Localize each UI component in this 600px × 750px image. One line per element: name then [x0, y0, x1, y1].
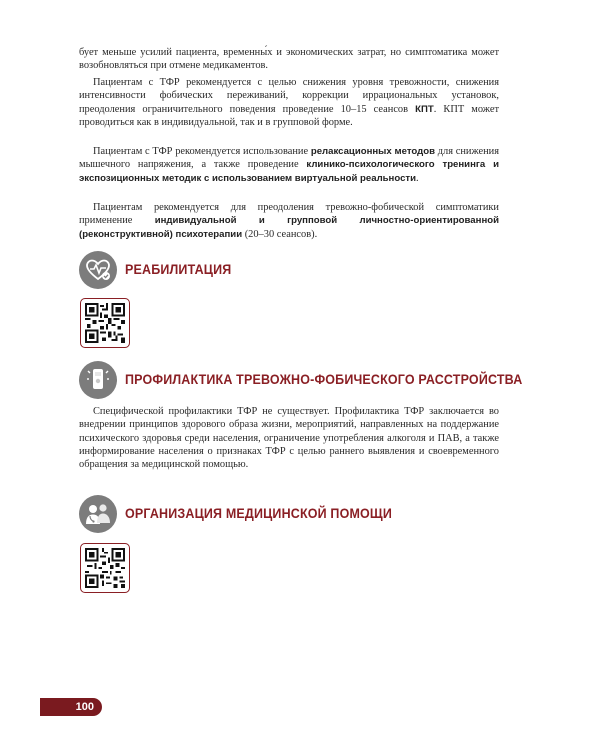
page-number: 100: [40, 698, 102, 716]
paragraph-psychotherapy: Пациентам рекомендуется для преодоления тревожно-фобической симптоматики применение индивидуальной и групповой личностно-ориентированной (реконструктивной) психотерапии (20–30 сеансов).: [79, 202, 499, 240]
section-title-prevention: ПРОФИЛАКТИКА ТРЕВОЖНО-ФОБИЧЕСКОГО РАССТРОЙСТВА: [125, 372, 523, 388]
qr-code-organization[interactable]: [80, 543, 130, 593]
paragraph-continuation: бует меньше усилий пациента, временны́х и экономических затрат, но симптоматика может возобновляться при отмене медикаментов.: [79, 47, 499, 72]
section-rehabilitation-header: [79, 250, 246, 290]
section-prevention-header: [79, 360, 577, 400]
paragraph-relaxation: Пациентам с ТФР рекомендуется использование релаксационных методов для снижения мышечного напряжения, а также проведение клинико-психологического тренинга и экспозиционных методик с использованием виртуальной реальности.: [79, 146, 499, 184]
paragraph-prevention: Специфической профилактики ТФР не существует. Профилактика ТФР заключается во внедрении принципов здорового образа жизни, мероприятий, направленных на поддержание психического здоровья среди населения, ограничение употребления алкоголя и ПАВ, а также информирование населения о признаках ТФР с целью раннего выявления и своевременного обращения за медицинской помощью.: [79, 406, 499, 471]
doctors-icon: [79, 495, 117, 533]
heart-pulse-icon: [79, 251, 117, 289]
section-organization-header: [79, 494, 428, 534]
flask-icon: [79, 361, 117, 399]
paragraph-cbt: Пациентам с ТФР рекомендуется с целью снижения уровня тревожности, снижения интенсивности фобических переживаний, коррекции иррациональных установок, преодоления ограничительного поведения проведение 10–15 сеансов КПТ. КПТ может проводиться как в индивидуальной, так и в групповой форме.: [79, 77, 499, 128]
section-title-rehabilitation: РЕАБИЛИТАЦИЯ: [125, 262, 232, 278]
qr-code-rehabilitation[interactable]: [80, 298, 130, 348]
section-title-organization: ОРГАНИЗАЦИЯ МЕДИЦИНСКОЙ ПОМОЩИ: [125, 506, 392, 522]
